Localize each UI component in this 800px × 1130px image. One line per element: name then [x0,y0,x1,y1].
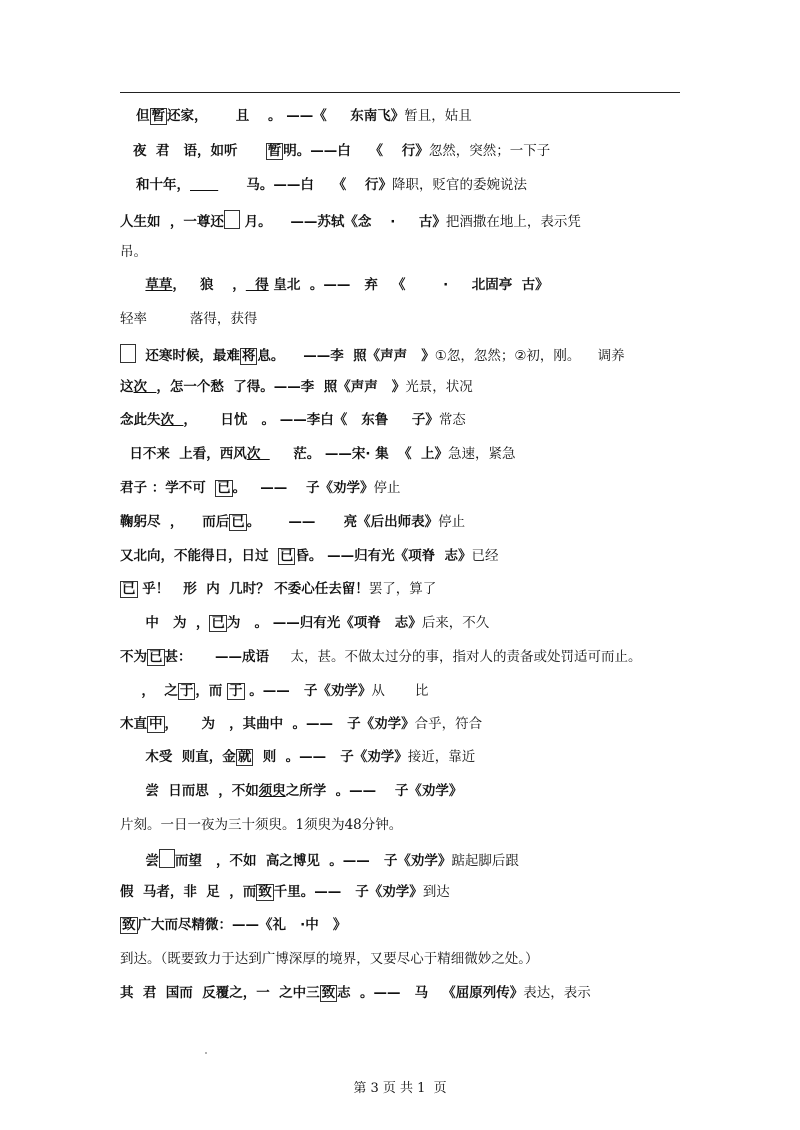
blank-box [159,849,175,868]
text-line: 尝 而望 ，不如 高之博见 。—— 子《劝学》踮起脚后跟 [136,849,519,870]
text-line: 念此失次 ， 日忧 。 ——李白《 东鲁 子》常态 [120,412,466,428]
stray-dot [205,1052,207,1054]
text-line: 致 广大而尽精微：——《礼 ·中 》 [122,917,347,933]
text-line: 不为 已 甚： ——成语 太，甚。不做太过分的事，指对人的责备或处罚适可而止。 [120,649,642,665]
text-line: 人生如 ，一尊还 月。 ——苏轼《念 · 古》把酒撒在地上，表示凭 [120,210,581,231]
blank-box [224,210,240,229]
text-line: 轻率 落得，获得 [120,311,258,327]
page-footer: 第 3 页 共 1 页 [353,1081,447,1096]
text-line: 木受 则直，金 就 则 。—— 子《劝学》接近，靠近 [136,749,476,765]
text-line: 鞠躬尽 ， 而后 已 。 —— 亮《后出师表》停止 [120,514,466,530]
text-line: 还寒时候，最难 将 息。 ——李 照《声声 》①忽，忽然；②初，刚。 调养 [120,344,625,365]
header-rule [120,92,680,93]
text-line: 草草， 狼 ， 得 皇北 。—— 弃 《 · 北固亭 古》 [145,277,549,293]
text-line: 假 马者，非 足 ，而 致 千里。—— 子《劝学》到达 [120,884,450,900]
text-line: 夜 君 语，如听 暂 明。——白 《 行》忽然，突然；一下子 [133,143,551,159]
text-line: ， 之 于 ，而 于 。—— 子《劝学》从 比 [132,683,429,699]
text-line: 和十年， 马。——白 《 行》降职，贬官的委婉说法 [136,177,528,193]
text-line: 又北向，不能得日，日过 已 昏。 ——归有光《项脊 志》已经 [120,548,499,564]
text-line: 但 暂 还家， 且 。 ——《 东南飞》暂且，姑且 [136,108,472,124]
text-line: 这次 ，怎一个愁 了得。——李 照《声声 》光景，状况 [120,379,473,395]
text-line: 中 为 ， 已 为 。 ——归有光《项脊 志》后来，不久 [136,615,490,631]
text-line: 君子 ：学不可 已 。 —— 子《劝学》停止 [120,480,401,496]
blank-box [120,344,136,363]
text-line: 日不来 上看，西风次 茫。 ——宋· 集 《 上》急速，紧急 [120,446,516,462]
text-line: 到达。（既要致力于达到广博深厚的境界，又要尽心于精细微妙之处。） [120,951,539,967]
text-line: 吊。 [120,244,147,260]
text-line: 片刻。一日一夜为三十须臾。1须臾为48分钟。 [120,817,403,833]
text-line: 已 乎！ 形 内 几时？ 不委心任去留！罢了，算了 [122,581,437,597]
text-line: 其 君 国而 反覆之，一 之中三 致 志 。—— 马 《屈原列传》表达，表示 [120,985,591,1001]
text-line: 尝 日而思 ，不如须臾之所学 。—— 子《劝学》 [136,783,463,799]
text-line: 木直 中 ， 为 ，其曲中 。—— 子《劝学》合乎，符合 [120,716,483,732]
